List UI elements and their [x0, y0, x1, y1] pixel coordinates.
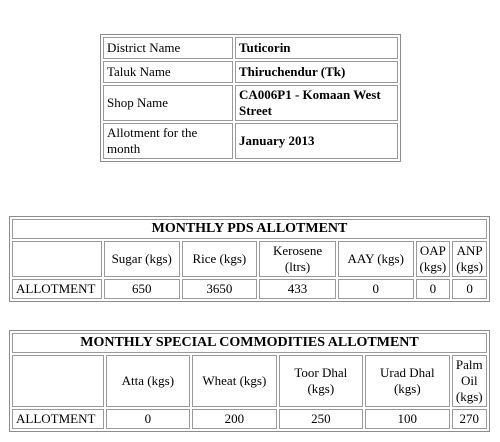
special-title: MONTHLY SPECIAL COMMODITIES ALLOTMENT [12, 333, 487, 353]
special-value-atta: 0 [106, 409, 190, 429]
allotment-month-value: January 2013 [235, 123, 398, 159]
allotment-month-label: Allotment for the month [103, 123, 233, 159]
pds-header-sugar: Sugar (kgs) [104, 241, 180, 277]
taluk-label: Taluk Name [103, 61, 233, 83]
special-header-wheat: Wheat (kgs) [192, 355, 276, 407]
pds-corner-cell [12, 241, 102, 277]
special-header-urad-dhal: Urad Dhal (kgs) [365, 355, 449, 407]
pds-row-label: ALLOTMENT [12, 279, 102, 299]
special-row-label: ALLOTMENT [12, 409, 104, 429]
special-header-atta: Atta (kgs) [106, 355, 190, 407]
pds-value-anp: 0 [452, 279, 487, 299]
taluk-value: Thiruchendur (Tk) [235, 61, 398, 83]
special-commodities-table [9, 330, 490, 432]
pds-value-oap: 0 [416, 279, 451, 299]
pds-header-anp: ANP (kgs) [452, 241, 487, 277]
special-value-palm-oil: 270 [452, 409, 487, 429]
district-value: Tuticorin [235, 37, 398, 59]
special-corner-cell [12, 355, 104, 407]
pds-header-rice: Rice (kgs) [182, 241, 258, 277]
district-label: District Name [103, 37, 233, 59]
pds-value-rice: 3650 [182, 279, 258, 299]
special-value-wheat: 200 [192, 409, 276, 429]
pds-header-kerosene: Kerosene (ltrs) [259, 241, 336, 277]
pds-title: MONTHLY PDS ALLOTMENT [12, 219, 487, 239]
pds-value-kerosene: 433 [259, 279, 336, 299]
pds-allotment-table [9, 216, 490, 302]
pds-value-sugar: 650 [104, 279, 180, 299]
special-value-urad-dhal: 100 [365, 409, 449, 429]
shop-info-table [100, 34, 401, 162]
shop-label: Shop Name [103, 85, 233, 121]
special-value-toor-dhal: 250 [279, 409, 363, 429]
special-header-toor-dhal: Toor Dhal (kgs) [279, 355, 363, 407]
pds-header-aay: AAY (kgs) [338, 241, 414, 277]
pds-header-oap: OAP (kgs) [416, 241, 451, 277]
special-header-palm-oil: Palm Oil (kgs) [452, 355, 487, 407]
pds-value-aay: 0 [338, 279, 414, 299]
shop-value: CA006P1 - Komaan West Street [235, 85, 398, 121]
